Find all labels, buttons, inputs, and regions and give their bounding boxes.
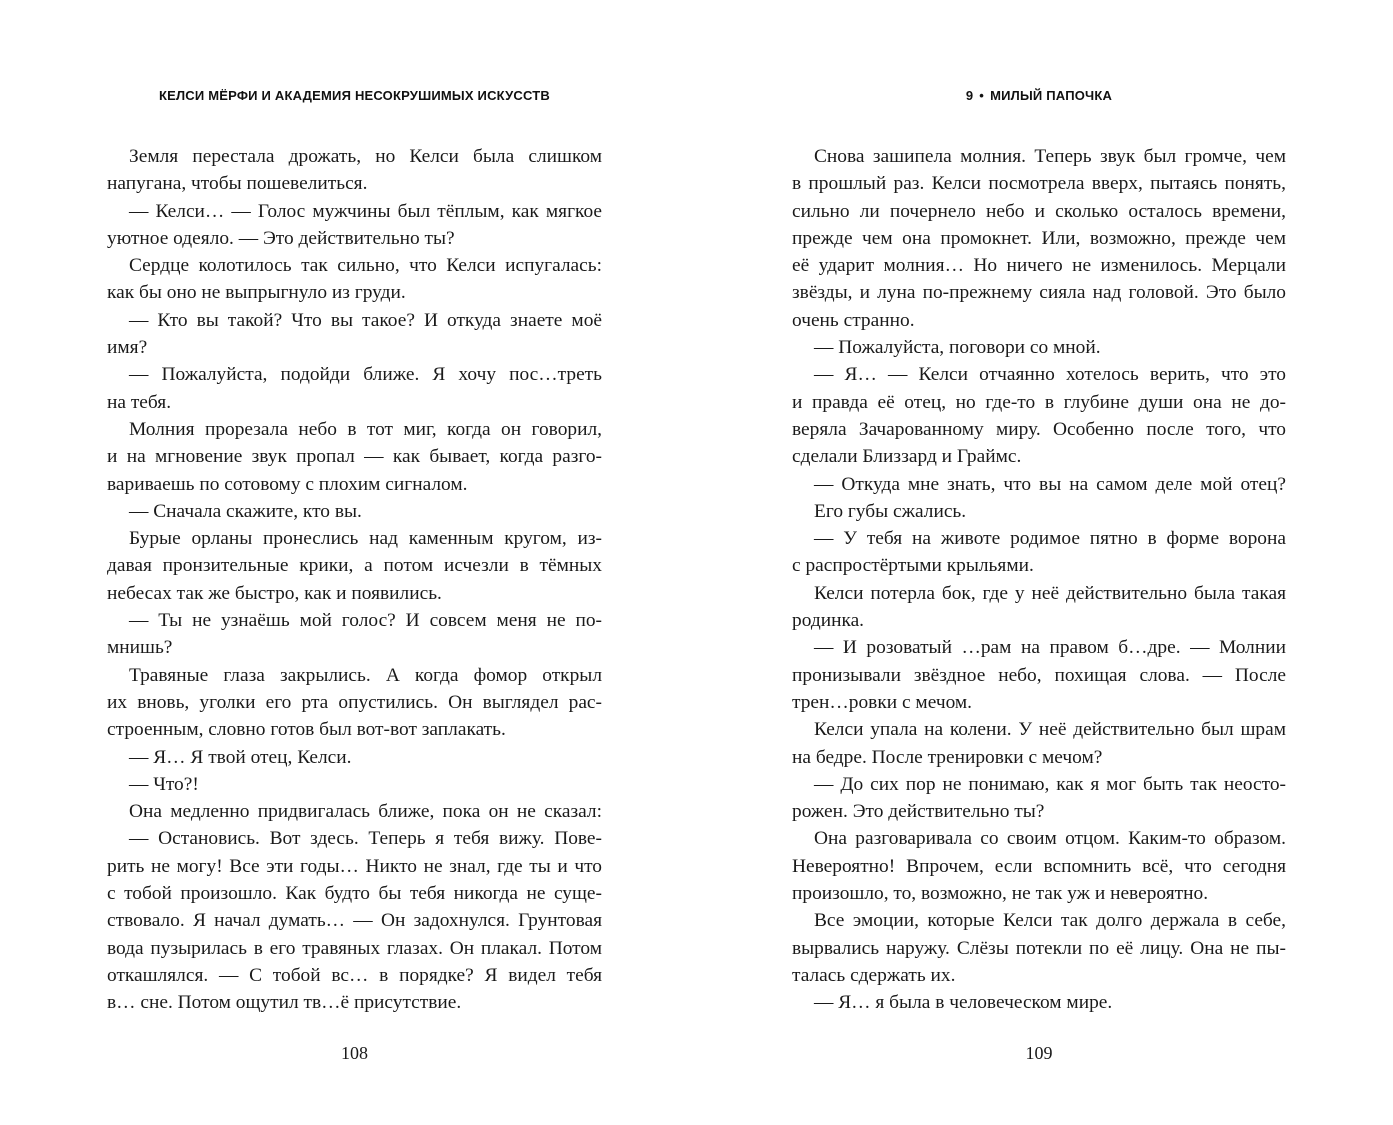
text-line: их вновь, уголки его рта опустились. Он выглядел рас-	[107, 691, 602, 713]
text-line: мнишь?	[107, 637, 173, 659]
text-line: — Откуда мне знать, что вы на самом деле мой отец?	[814, 473, 1286, 495]
text-line: — Пожалуйста, поговори со мной.	[814, 337, 1101, 359]
left-page-text	[107, 143, 602, 1017]
right-running-head	[792, 88, 1286, 103]
chapter-number: 9	[965, 88, 974, 103]
bullet-separator: •	[979, 88, 985, 103]
text-line: напугана, чтобы пошевелиться.	[107, 173, 368, 195]
text-line: и правда её отец, но где-то в глубине души она не до-	[792, 391, 1286, 413]
text-line: на бедре. После тренировки с мечом?	[792, 746, 1103, 768]
right-page	[792, 0, 1286, 1125]
text-line: — Ты не узнаёшь мой голос? И совсем меня не по-	[129, 610, 602, 632]
text-line: в прошлый раз. Келси посмотрела вверх, пытаясь понять,	[792, 173, 1286, 195]
text-line: рить не могу! Все эти годы… Никто не знал, где ты и что	[107, 855, 602, 877]
text-line: с тобой произошло. Как будто бы тебя никогда не суще-	[107, 883, 602, 905]
text-line: небесах так же быстро, как и появились.	[107, 582, 442, 604]
text-line: — И розоватый …рам на правом б…дре. — Молнии	[814, 637, 1286, 659]
text-line: — Я… — Келси отчаянно хотелось верить, что это	[814, 364, 1286, 386]
left-running-head: КЕЛСИ МЁРФИ И АКАДЕМИЯ НЕСОКРУШИМЫХ ИСКУССТВ	[158, 88, 551, 103]
text-line: вариваешь по сотовому с плохим сигналом.	[107, 473, 468, 495]
text-line: Его губы сжались.	[814, 500, 967, 522]
text-line: талась сдержать их.	[792, 964, 956, 986]
text-line: в… сне. Потом ощутил тв…ё присутствие.	[107, 992, 462, 1014]
text-line: родинка.	[792, 610, 865, 632]
text-line: пронизывали звёздное небо, похищая слова. — После	[792, 664, 1286, 686]
text-line: Молния прорезала небо в тот миг, когда он говорил,	[129, 418, 602, 440]
text-line: Бурые орланы пронеслись над каменным кругом, из-	[129, 528, 602, 550]
text-line: — Кто вы такой? Что вы такое? И откуда знаете моё	[129, 309, 602, 331]
text-line: сделали Близзард и Граймс.	[792, 446, 1022, 468]
text-line: Она медленно придвигалась ближе, пока он не сказал:	[129, 801, 602, 823]
chapter-title: МИЛЫЙ ПАПОЧКА	[990, 88, 1113, 103]
text-line: — Сначала скажите, кто вы.	[129, 500, 362, 522]
text-line: — Келси… — Голос мужчины был тёплым, как мягкое	[129, 200, 602, 222]
text-line: звёзды, и луна по-прежнему сияла над головой. Это было	[792, 282, 1286, 304]
text-line: очень странно.	[792, 309, 915, 331]
text-line: Невероятно! Впрочем, если вспомнить всё, что сегодня	[792, 855, 1286, 877]
right-page-text	[792, 143, 1286, 1017]
text-line: — Что?!	[129, 773, 199, 795]
text-line: произошло, то, возможно, не так уж и невероятно.	[792, 883, 1209, 905]
text-line: вода пузырилась в его травяных глазах. Он плакал. Потом	[107, 937, 602, 959]
text-line: Келси упала на колени. У неё действительно был шрам	[814, 719, 1286, 741]
text-line: уютное одеяло. — Это действительно ты?	[107, 227, 455, 249]
text-line: Снова зашипела молния. Теперь звук был громче, чем	[814, 146, 1286, 167]
text-line: как бы оно не выпрыгнуло из груди.	[107, 282, 406, 304]
text-line: её ударит молния… Но ничего не изменилось. Мерцали	[792, 255, 1286, 277]
text-line: — Остановись. Вот здесь. Теперь я тебя вижу. Пове-	[129, 828, 602, 850]
text-line: трен…ровки с мечом.	[792, 691, 973, 713]
left-page	[107, 0, 602, 1125]
text-line: давая пронзительные крики, а потом исчезли в тёмных	[107, 555, 602, 577]
text-line: Келси потерла бок, где у неё действительно была такая	[814, 582, 1286, 604]
text-line: сильно ли почернело небо и сколько осталось времени,	[792, 200, 1286, 222]
text-line: строенным, словно готов был вот-вот заплакать.	[107, 719, 506, 741]
text-line: — У тебя на животе родимое пятно в форме ворона	[814, 528, 1286, 550]
right-page-number: 109	[1025, 1043, 1053, 1063]
text-line: Земля перестала дрожать, но Келси была слишком	[129, 146, 602, 167]
text-line: Она разговаривала со своим отцом. Каким-то образом.	[814, 828, 1286, 850]
text-line: Сердце колотилось так сильно, что Келси испугалась:	[129, 255, 602, 277]
text-line: и на мгновение звук пропал — как бывает, когда разго-	[107, 446, 602, 468]
text-line: вырвались наружу. Слёзы потекли по её лицу. Она не пы-	[792, 937, 1286, 959]
text-line: с распростёртыми крыльями.	[792, 555, 1034, 577]
text-line: — Я… Я твой отец, Келси.	[129, 746, 352, 768]
left-page-number: 108	[341, 1043, 368, 1063]
text-line: веряла Зачарованному миру. Особенно после того, что	[792, 418, 1286, 440]
text-line: — До сих пор не понимаю, как я мог быть так неосто-	[814, 773, 1286, 795]
text-line: откашлялся. — С тобой вс… в порядке? Я видел тебя	[107, 964, 602, 986]
text-line: Все эмоции, которые Келси так долго держала в себе,	[814, 910, 1286, 932]
text-line: прежде чем она промокнет. Или, возможно, прежде чем	[792, 227, 1286, 249]
text-line: — Я… я была в человеческом мире.	[814, 992, 1113, 1014]
text-line: — Пожалуйста, подойди ближе. Я хочу пос…треть	[129, 364, 602, 386]
text-line: на тебя.	[107, 391, 172, 413]
text-line: рожен. Это действительно ты?	[792, 801, 1045, 823]
text-line: ствовало. Я начал думать… — Он задохнулся. Грунтовая	[107, 910, 602, 932]
text-line: Травяные глаза закрылись. А когда фомор открыл	[129, 664, 602, 686]
text-line: имя?	[107, 337, 148, 359]
